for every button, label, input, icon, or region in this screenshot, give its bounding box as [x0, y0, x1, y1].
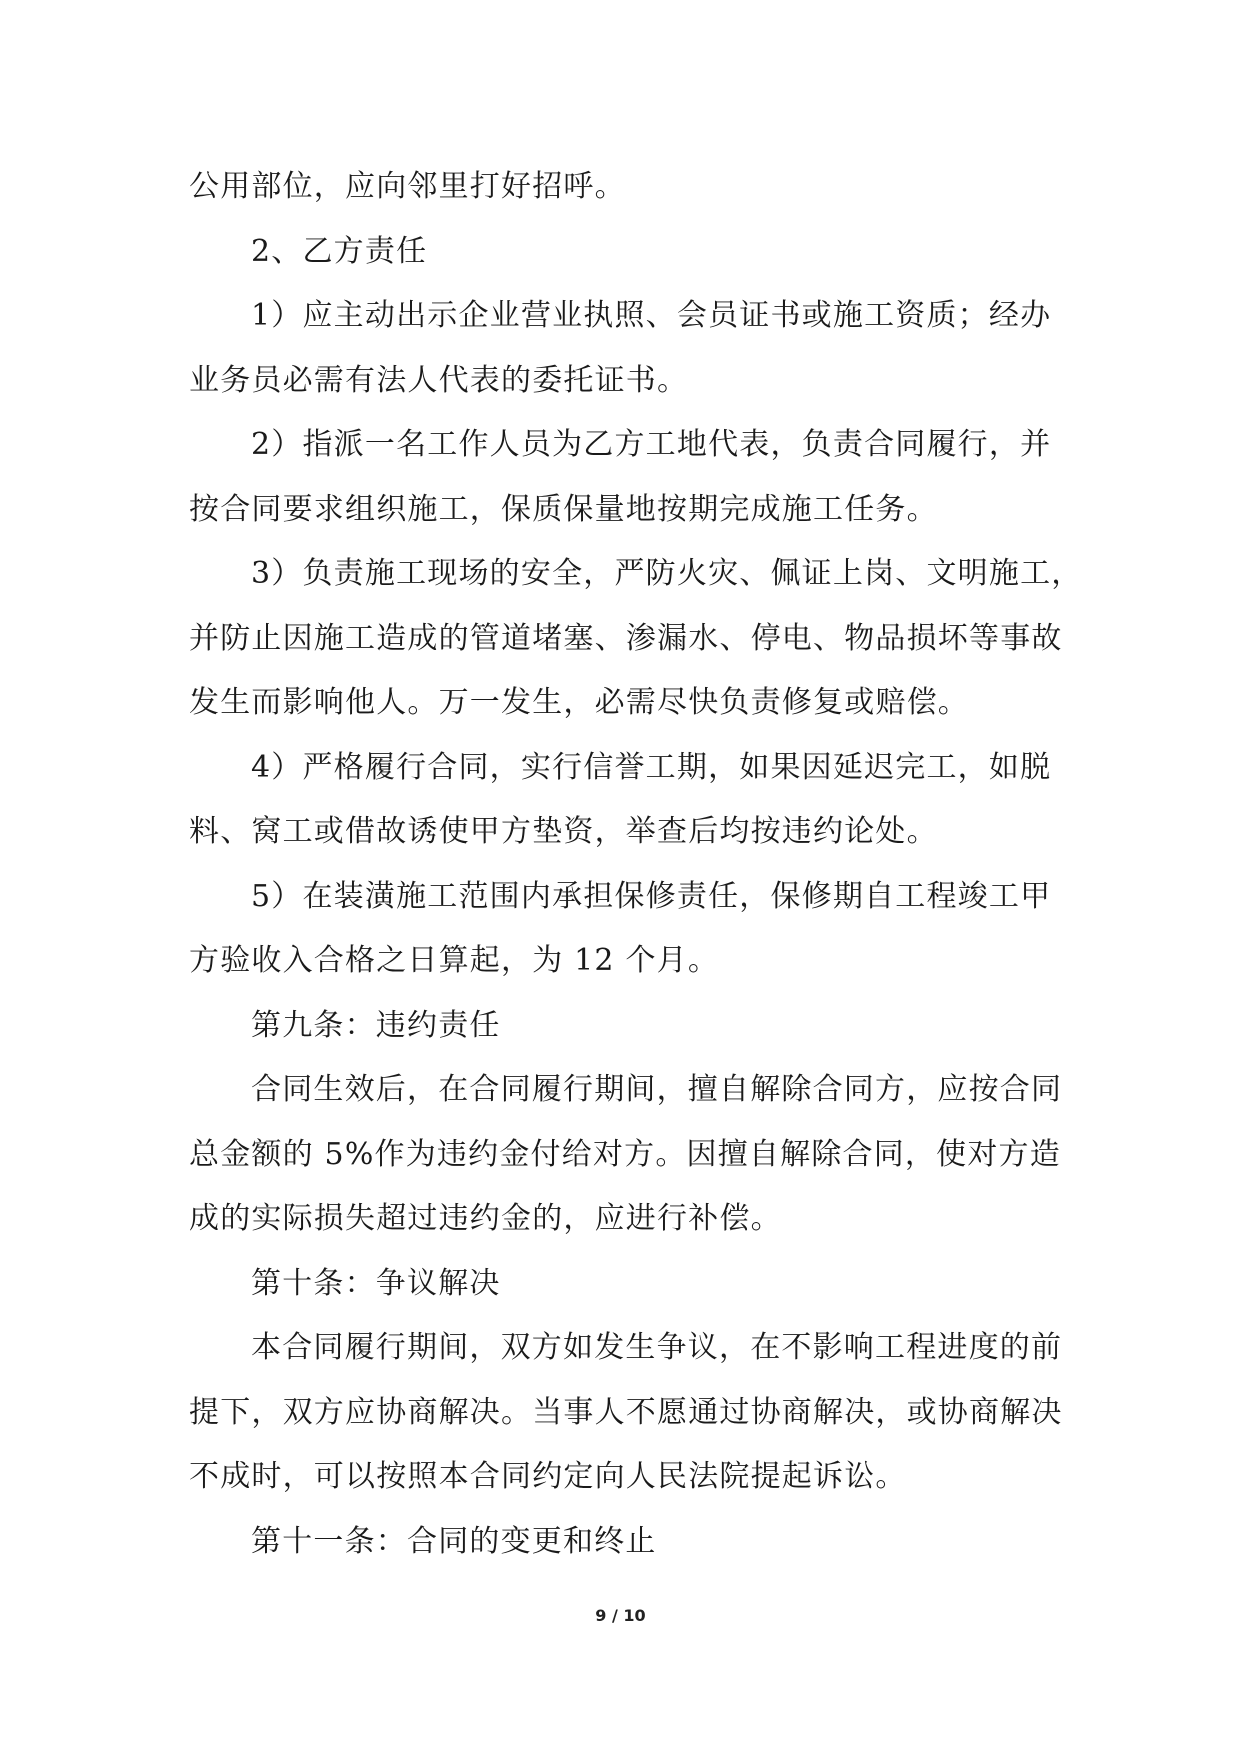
text-line-item-3: 3）负责施工现场的安全，严防火灾、佩证上岗、文明施工，: [251, 556, 1083, 591]
text-line: 本合同履行期间，双方如发生争议，在不影响工程进度的前: [251, 1330, 1063, 1365]
text-line: 业务员必需有法人代表的委托证书。: [189, 362, 689, 398]
text-line-continuation: 公用部位，应向邻里打好招呼。: [189, 169, 626, 204]
text-line: 提下，双方应协商解决。当事人不愿通过协商解决，或协商解决: [189, 1394, 1063, 1430]
text-line-item-4: 4）严格履行合同，实行信誉工期，如果因延迟完工，如脱: [251, 749, 1052, 785]
page-number: 9 / 10: [595, 1606, 646, 1625]
text-line: 发生而影响他人。万一发生，必需尽快负责修复或赔偿。: [189, 685, 969, 720]
article-heading-9: 第九条：违约责任: [251, 1007, 501, 1043]
text-line: 方验收入合格之日算起，为 12 个月。: [189, 943, 720, 978]
text-line-item-2: 2）指派一名工作人员为乙方工地代表，负责合同履行，并: [251, 427, 1052, 462]
text-line: 按合同要求组织施工，保质保量地按期完成施工任务。: [189, 491, 938, 527]
text-line: 成的实际损失超过违约金的，应进行补偿。: [189, 1201, 782, 1236]
text-line: 不成时，可以按照本合同约定向人民法院提起诉讼。: [189, 1459, 907, 1494]
text-line: 并防止因施工造成的管道堵塞、渗漏水、停电、物品损坏等事故: [189, 620, 1063, 656]
article-heading-11: 第十一条：合同的变更和终止: [251, 1523, 657, 1559]
article-heading-10: 第十条：争议解决: [251, 1265, 501, 1301]
section-heading-party-b: 2、乙方责任: [251, 233, 428, 269]
text-line: 总金额的 5%作为违约金付给对方。因擅自解除合同，使对方造: [189, 1136, 1061, 1172]
text-line: 合同生效后，在合同履行期间，擅自解除合同方，应按合同: [251, 1072, 1063, 1107]
text-line: 料、窝工或借故诱使甲方垫资，举查后均按违约论处。: [189, 814, 938, 849]
text-line-item-1: 1）应主动出示企业营业执照、会员证书或施工资质；经办: [251, 298, 1052, 333]
text-line-item-5: 5）在装潢施工范围内承担保修责任，保修期自工程竣工甲: [251, 878, 1052, 914]
body-text: [189, 155, 1083, 1574]
